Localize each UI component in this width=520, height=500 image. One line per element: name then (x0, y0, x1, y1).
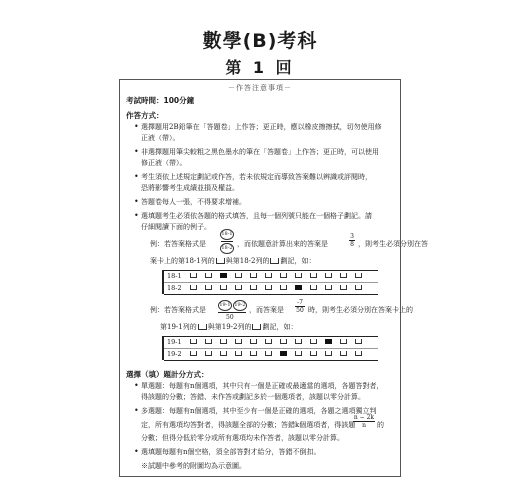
bubble (250, 285, 257, 290)
example1-line2 (150, 257, 315, 266)
bubble (235, 285, 242, 290)
bullet-dot: • (134, 172, 139, 181)
scoring-multi-line-2: 定，所有選項均答對者，得該題全部的分數；答錯k個選項者，得該題 (141, 421, 356, 429)
example1-answer-fraction (348, 233, 356, 248)
answer-card-example-1 (162, 270, 378, 294)
bubble (205, 285, 212, 290)
answer-card-example-2 (162, 336, 378, 360)
answer-card-row (164, 283, 378, 293)
bubble (325, 273, 332, 278)
bubble (205, 339, 212, 344)
bullet-1-line-2: 正液（帶）。 (141, 134, 180, 142)
row-label: 18-1 (167, 272, 182, 280)
bubble (280, 273, 287, 278)
bubble (340, 285, 347, 290)
example2-denominator: 50 (226, 314, 234, 321)
bubble-filled (295, 285, 302, 290)
row-label: 19-2 (167, 350, 182, 358)
bullet-dot: • (134, 147, 139, 156)
example1-prefix: 例：若答案格式是 (150, 240, 206, 248)
bullet-dot: • (134, 406, 139, 415)
example2-suffix: 時，則考生必須分別在答案卡上的 (308, 306, 413, 314)
bubble (220, 285, 227, 290)
fraction-numerator: n − 2k (353, 414, 375, 421)
bubble-icon (216, 258, 225, 264)
bubble (220, 351, 227, 356)
bubble-icon (270, 258, 279, 264)
answer-card-row (164, 349, 378, 359)
bubble (265, 351, 272, 356)
bubble-icon (252, 324, 261, 330)
scoring-multi-line-2-tail: 的 (377, 421, 384, 429)
answer-card-row (164, 271, 378, 281)
bubble (295, 339, 302, 344)
scoring-multi-line-1: 多選題：每題有n個選項，其中至少有一個是正確的選項，各題之選項獨立判 (141, 407, 377, 415)
bubble (265, 285, 272, 290)
fraction-bar (221, 241, 233, 242)
fraction-numerator: 3 (350, 233, 354, 240)
bullet-dot: • (134, 122, 139, 131)
bubble (340, 351, 347, 356)
bubble (355, 285, 362, 290)
bubble (205, 351, 212, 356)
bullet-3-line-2: 恐將影響考生成績並損及權益。 (141, 184, 239, 192)
instructions-box (119, 79, 428, 477)
fraction-denominator: n (362, 422, 366, 429)
example1-suffix: ，則考生必須分別在答 (358, 240, 428, 248)
bubble (355, 339, 362, 344)
example1-line2c: 劃記，如： (280, 257, 316, 265)
bullet-dot: • (134, 211, 139, 220)
example2-line2c: 劃記，如： (262, 323, 298, 331)
answer-slot-circle: 19-1 (218, 300, 232, 311)
scoring-single-line-1: 單選題：每題有n個選項，其中只有一個是正確或最適當的選項，各題答對者， (141, 382, 384, 390)
example1-line2a: 案卡上的第18-1列的 (150, 257, 215, 265)
bubble (295, 273, 302, 278)
example2-line2 (160, 323, 297, 332)
bubble (280, 285, 287, 290)
bubble (190, 273, 197, 278)
figure-note: ※試題中參考的附圖均為示意圖。 (141, 462, 246, 470)
bubble (190, 339, 197, 344)
bubble (325, 351, 332, 356)
bubble (355, 273, 362, 278)
bullet-1-line-1: 選擇題用2B鉛筆在「答題卷」上作答；更正時，應以橡皮擦擦拭，切勿使用修 (141, 123, 382, 131)
bubble-icon (198, 324, 207, 330)
answer-method-title: 作答方式： (126, 111, 164, 120)
scoring-multi-line-3: 分數；但得分低於零分或所有選項均未作答者，該題以零分計算。 (141, 434, 344, 442)
bullet-5-line-2: 仔細閱讀下面的例子。 (141, 223, 211, 231)
example2-answer-fraction (294, 299, 306, 314)
bullet-3-line-1: 考生須依上述規定劃記或作答，若未依規定而導致答案難以辨識或評閱時， (141, 173, 372, 181)
bubble-filled (280, 351, 287, 356)
example1-mid: ，而依題意計算出來的答案是 (237, 240, 328, 248)
round-title: 第 1 回 (225, 58, 295, 77)
fraction-numerator: -7 (297, 299, 303, 306)
example2-mid: ，而答案是 (249, 306, 284, 314)
bullet-dot: • (134, 447, 139, 456)
instructions-heading: －作答注意事項－ (228, 84, 292, 92)
grid-border (164, 294, 378, 295)
bubble-filled (325, 339, 332, 344)
bubble (265, 273, 272, 278)
fraction-denominator: 8 (350, 241, 354, 248)
scoring-single-line-2: 得該題的分數；答錯、未作答或劃記多於一個選項者，該題以零分計算。 (141, 393, 365, 401)
example2-prefix: 例：若答案格式是 (150, 306, 206, 314)
subject-title: 數學(B)考科 (202, 30, 318, 52)
answer-slot-circle: 18-2 (220, 243, 234, 254)
bullet-2-line-1: 非選擇題用筆尖較粗之黑色墨水的筆在「答題卷」上作答；更正時，可以使用 (141, 148, 379, 156)
bubble (190, 351, 197, 356)
example1-line2b: 與第18-2列的 (225, 257, 270, 265)
bubble (310, 339, 317, 344)
bubble (310, 285, 317, 290)
grid-border (164, 360, 378, 361)
exam-time: 考試時間：100分鐘 (126, 96, 195, 105)
bubble (190, 285, 197, 290)
bubble (340, 339, 347, 344)
bubble (250, 351, 257, 356)
example2-line2a: 第19-1列的 (160, 323, 197, 331)
bubble (310, 273, 317, 278)
row-label: 18-2 (167, 284, 182, 292)
bullet-5-line-1: 選填題考生必須依各題的格式填答，且每一個列號只能在一個格子劃記。請 (141, 212, 372, 220)
answer-card-row (164, 337, 378, 347)
bubble (340, 273, 347, 278)
scoring-title: 選擇（填）題計分方式： (126, 370, 209, 379)
bubble-filled (220, 273, 227, 278)
bubble (325, 285, 332, 290)
bullet-dot: • (134, 381, 139, 390)
bubble (265, 339, 272, 344)
bubble (220, 339, 227, 344)
bubble (205, 273, 212, 278)
row-label: 19-1 (167, 338, 182, 346)
bubble (355, 351, 362, 356)
multi-score-fraction (352, 414, 376, 429)
bubble (295, 351, 302, 356)
bullet-4-line-1: 答題卷每人一張，不得要求增補。 (141, 198, 246, 206)
bubble (250, 273, 257, 278)
bubble (250, 339, 257, 344)
bubble (280, 339, 287, 344)
fraction-denominator: 50 (296, 307, 304, 314)
scoring-fill-line-1: 選填題每題有n個空格，須全部答對才給分，答錯不倒扣。 (141, 448, 321, 456)
bubble (310, 351, 317, 356)
bubble (235, 273, 242, 278)
bullet-2-line-2: 修正液（帶）。 (141, 159, 187, 167)
answer-slot-circle: 19-2 (233, 300, 247, 311)
answer-slot-circle: 18-1 (220, 229, 234, 240)
bullet-dot: • (134, 197, 139, 206)
example2-line2b: 與第19-2列的 (207, 323, 252, 331)
bubble (235, 339, 242, 344)
bubble (235, 351, 242, 356)
